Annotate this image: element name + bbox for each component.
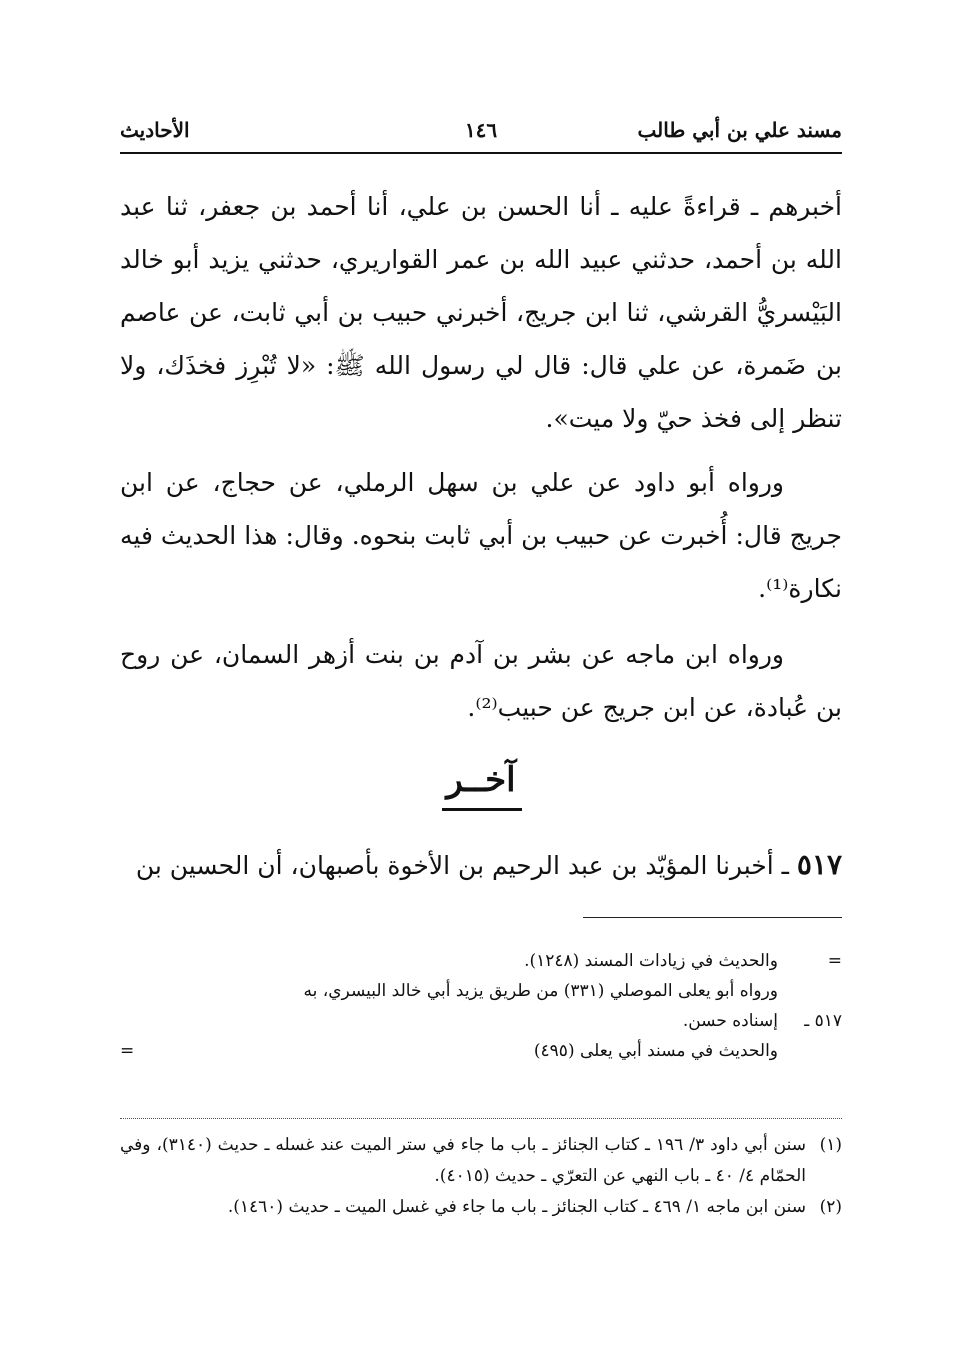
section-title: آخــر: [446, 760, 516, 800]
section-header: الأحاديث: [120, 118, 190, 142]
hadith-number: ٥١٧: [796, 848, 842, 881]
continuation-mark: =: [120, 1041, 135, 1061]
paragraph-ibn-majah: ورواه ابن ماجه عن بشر بن آدم بن بنت أزهر السمان، عن روح بن عُبادة، عن ابن جريج عن حبيب⁽²⁾.: [120, 640, 842, 722]
footnote-separator: [583, 917, 842, 918]
continuation-mark: =: [827, 951, 842, 971]
note-text: إسناده حسن.: [682, 1011, 778, 1031]
footnotes: [120, 1130, 842, 1223]
title-underline: [442, 808, 522, 811]
note-line: [120, 1036, 842, 1066]
hadith-517: [120, 838, 842, 892]
note-text: والحديث في مسند أبي يعلى (٤٩٥): [533, 1041, 778, 1061]
note-text: والحديث في زيادات المسند (١٢٤٨).: [524, 951, 778, 971]
paragraph-abu-dawud: ورواه أبو داود عن علي بن سهل الرملي، عن حجاج، عن ابن جريج قال: أُخبرت عن حبيب بن أبي ثابت بنحوه. وقال: هذا الحديث فيه نكارة⁽¹⁾.: [120, 468, 842, 603]
commentary-notes: [120, 946, 842, 1066]
note-line: [120, 946, 842, 976]
note-number: ٥١٧ ـ: [804, 1011, 842, 1031]
note-line: [120, 1006, 842, 1036]
footnote-number: (٢): [819, 1197, 842, 1217]
footnote: [120, 1192, 842, 1223]
page-number: ١٤٦: [464, 118, 498, 142]
footnote: [120, 1130, 842, 1192]
book-title: مسند علي بن أبي طالب: [637, 118, 842, 142]
note-text: ورواه أبو يعلى الموصلي (٣٣١) من طريق يزيد أبي خالد البيسري، به: [303, 981, 778, 1001]
dotted-separator: [120, 1118, 842, 1119]
hadith-text: ـ أخبرنا المؤيّد بن عبد الرحيم بن الأخوة بأصبهان، أن الحسين بن: [135, 851, 789, 880]
note-line: [120, 976, 842, 1006]
footnote-number: (١): [819, 1135, 842, 1155]
running-header: [120, 112, 842, 154]
footnote-text: سنن أبي داود ٣/ ١٩٦ ـ كتاب الجنائز ـ باب ما جاء في ستر الميت عند غسله ـ حديث (٣١٤٠)، وفي الحمّام ٤/ ٤٠ ـ باب النهي عن التعرّي ـ حديث (٤٠١٥).: [120, 1135, 806, 1186]
paragraph-isnad: أخبرهم ـ قراءةً عليه ـ أنا الحسن بن علي، أنا أحمد بن جعفر، ثنا عبد الله بن أحمد، حدثني عبيد الله بن عمر القواريري، حدثني يزيد أبو خالد البَيْسريُّ القرشي، ثنا ابن جريج، أخبرني حبيب بن أبي ثابت، عن عاصم بن ضَمرة، عن علي قال: قال لي رسول الله ﷺ: «لا تُبْرِز فخذَك، ولا تنظر إلى فخذ حيّ ولا ميت».: [120, 192, 842, 433]
footnote-text: سنن ابن ماجه ١/ ٤٦٩ ـ كتاب الجنائز ـ باب ما جاء في غسل الميت ـ حديث (١٤٦٠).: [227, 1197, 806, 1217]
